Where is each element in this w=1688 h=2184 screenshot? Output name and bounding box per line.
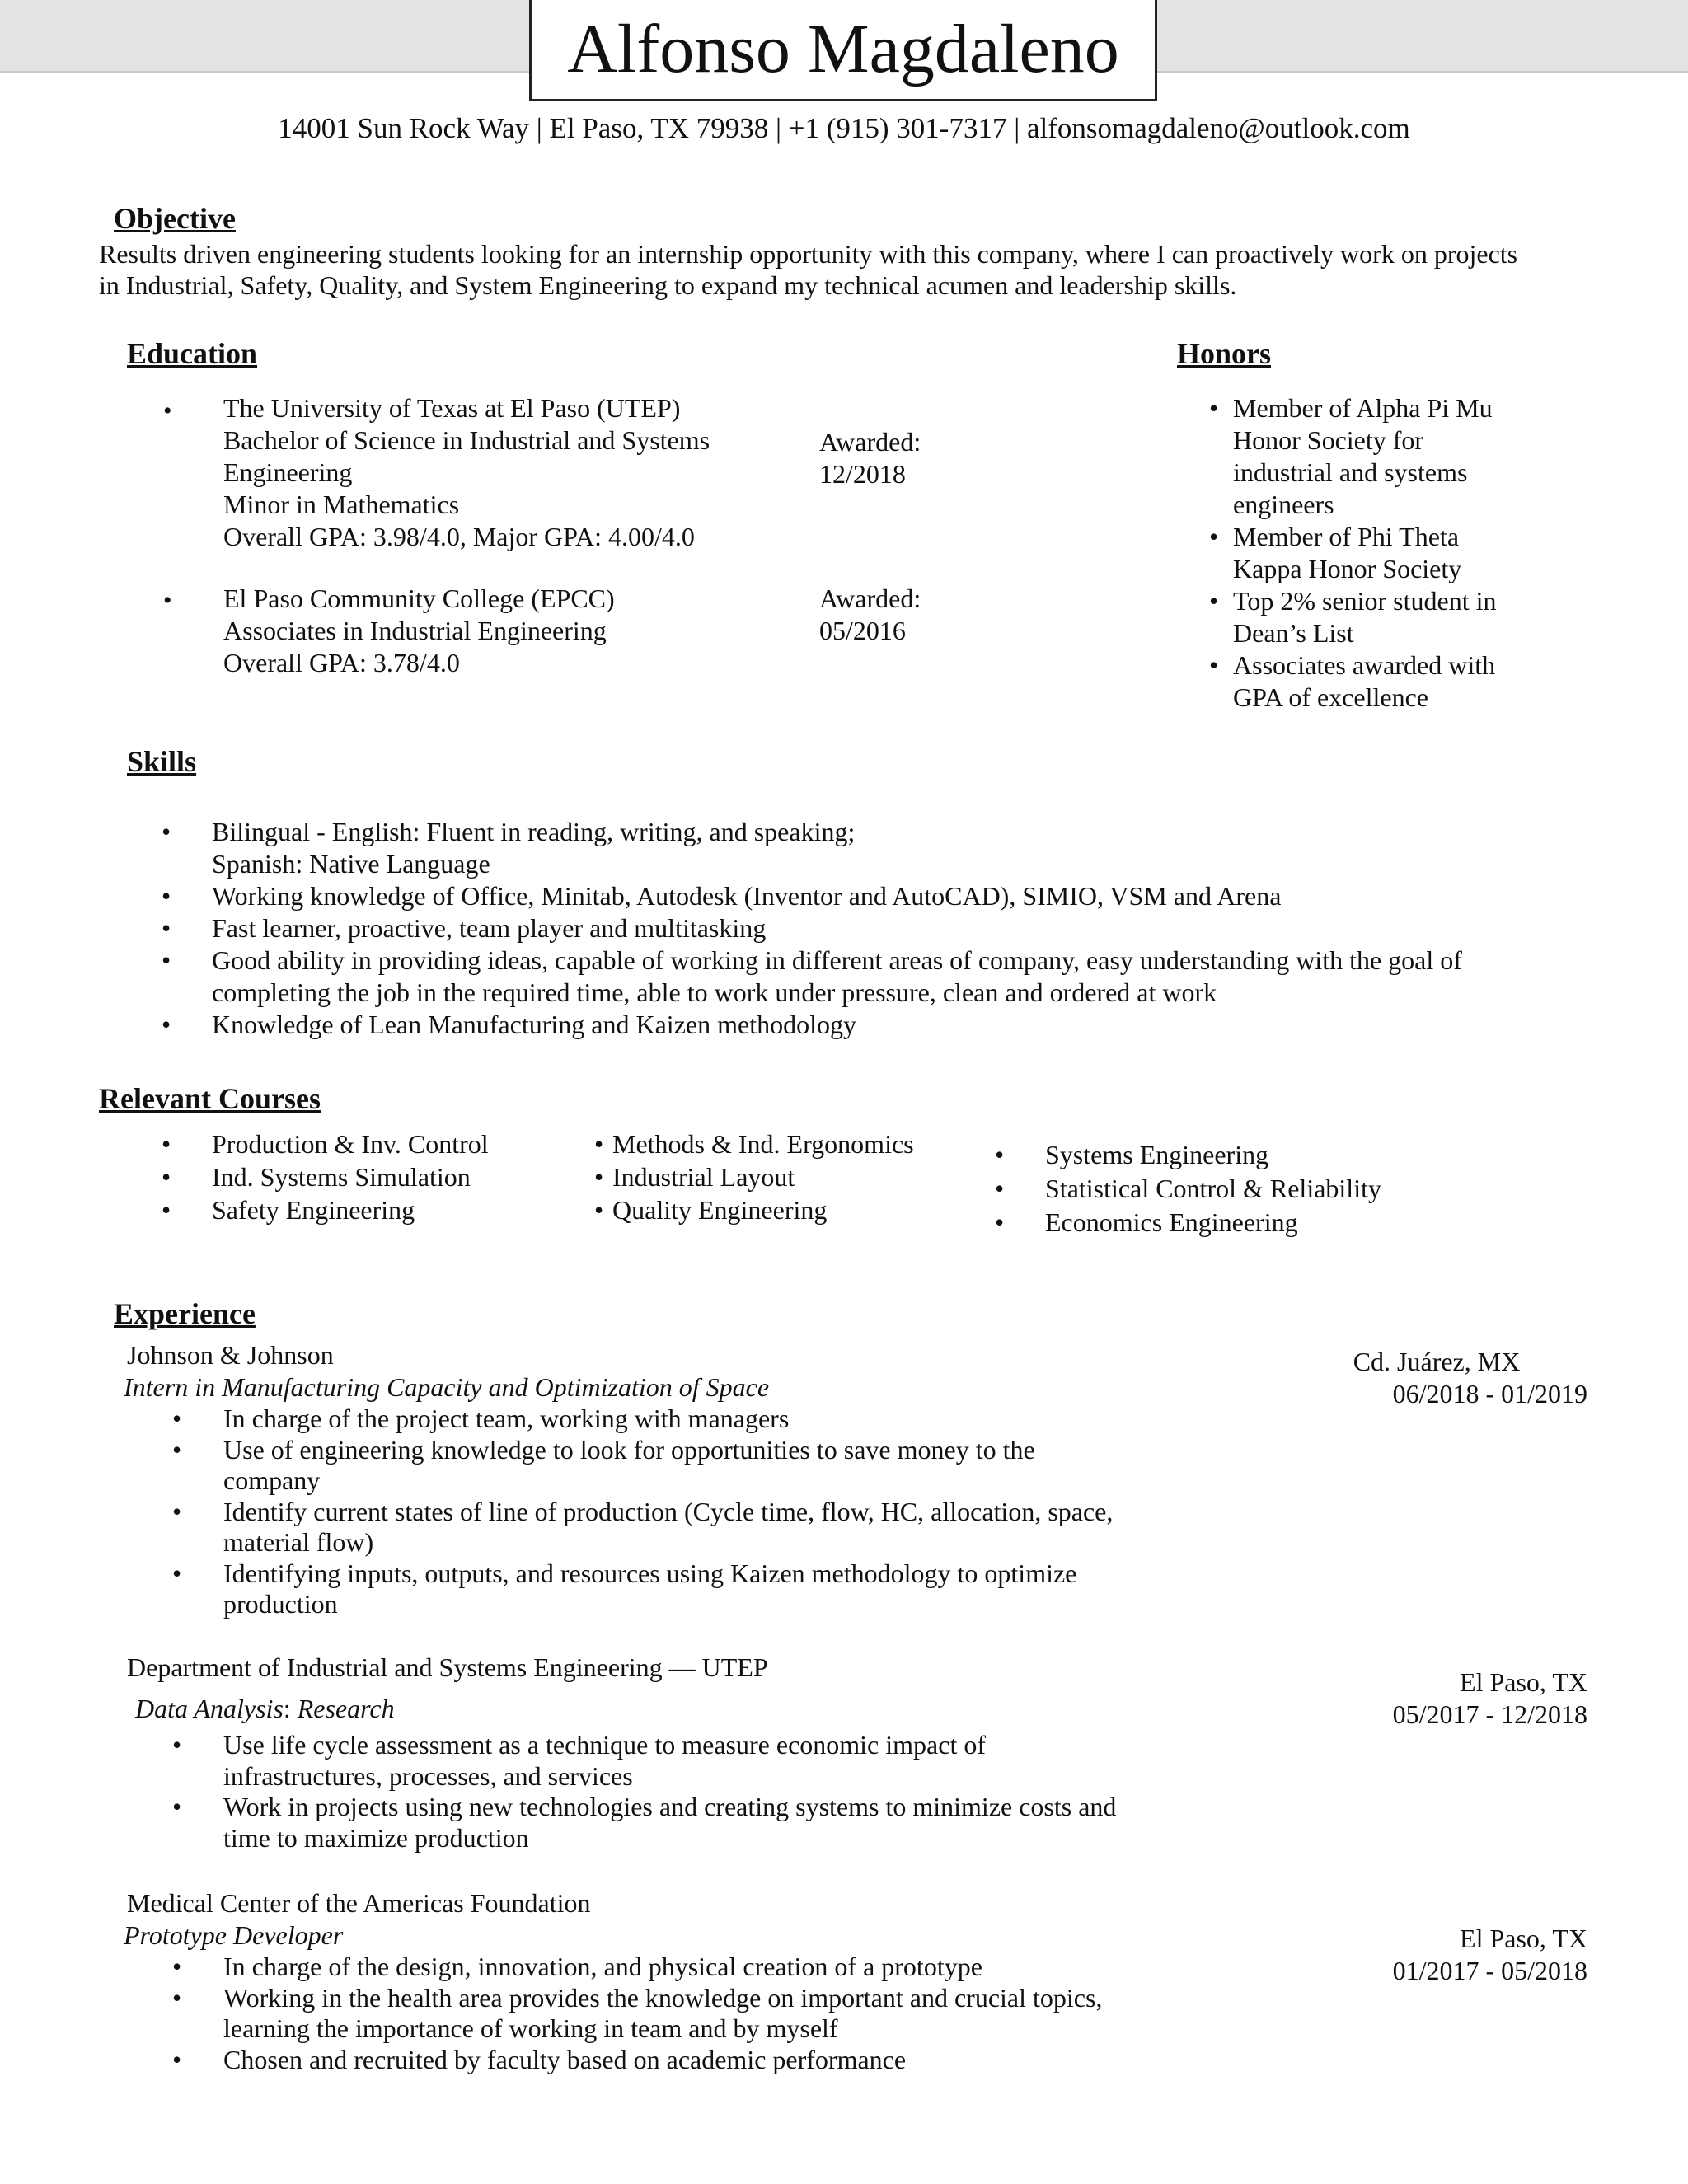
edu-line: Minor in Mathematics [223, 490, 460, 519]
job-location: El Paso, TX [1460, 1667, 1587, 1697]
course-item: Economics Engineering [1045, 1207, 1298, 1237]
skill-line: Good ability in providing ideas, capable of working in different areas of company, easy understanding with the goal of [212, 945, 1462, 975]
job-role [135, 1693, 395, 1725]
honor-line: Dean’s List [1233, 618, 1354, 648]
bullet: • [163, 397, 172, 424]
courses-heading: Relevant Courses [99, 1082, 321, 1115]
course-item: Industrial Layout [612, 1162, 795, 1192]
awarded-date: 05/2016 [819, 616, 906, 645]
duty-line: Work in projects using new technologies and creating systems to minimize costs and [223, 1792, 1117, 1821]
bullet: • [172, 1558, 182, 1588]
honor-line: GPA of excellence [1233, 682, 1428, 712]
job-location-dates [1286, 1666, 1587, 1731]
bullet: • [995, 1174, 1005, 1203]
duty-line: In charge of the project team, working with managers [223, 1404, 790, 1433]
job-role-part: Data Analysis [135, 1694, 284, 1723]
bullet: • [163, 587, 172, 614]
skill-line: completing the job in the required time, able to work under pressure, clean and ordered at work [212, 977, 1217, 1007]
bullet: • [162, 913, 171, 943]
bullet: • [162, 1195, 171, 1225]
duty-line: learning the importance of working in team and by myself [223, 2013, 838, 2043]
bullet: • [162, 817, 171, 846]
skill-line: Spanish: Native Language [212, 849, 490, 879]
course-item: Safety Engineering [212, 1195, 415, 1225]
bullet: • [995, 1207, 1005, 1237]
job-location: El Paso, TX [1460, 1924, 1587, 1953]
skills-heading: Skills [127, 745, 197, 778]
objective-heading: Objective [114, 202, 236, 235]
duty-line: material flow) [223, 1527, 374, 1557]
bullet: • [162, 1010, 171, 1039]
skill-line: Working knowledge of Office, Minitab, Autodesk (Inventor and AutoCAD), SIMIO, VSM and Arena [212, 881, 1282, 911]
job-role: Intern in Manufacturing Capacity and Optimization of Space [124, 1372, 770, 1402]
bullet: • [172, 1792, 182, 1821]
courses-col2-bullets [594, 1127, 603, 1226]
job-role: Prototype Developer [124, 1920, 344, 1950]
awarded-label: Awarded: [819, 583, 921, 613]
honors-heading: Honors [1177, 337, 1272, 370]
bullet: • [172, 1496, 182, 1526]
education-award-epcc [819, 583, 921, 647]
job-location-dates [1286, 1346, 1587, 1410]
courses-col3-bullets [995, 1138, 1004, 1240]
bullet: • [594, 1162, 604, 1192]
edu-line: Overall GPA: 3.98/4.0, Major GPA: 4.00/4.0 [223, 522, 695, 551]
objective-line-2: in Industrial, Safety, Quality, and System Engineering to expand my technical acumen and leadership skills. [99, 270, 1237, 300]
job-org: Medical Center of the Americas Foundation [127, 1888, 591, 1918]
bullet: • [162, 1162, 171, 1192]
edu-line: El Paso Community College (EPCC) [223, 583, 615, 613]
duty-line: infrastructures, processes, and services [223, 1760, 633, 1791]
bullet: • [1209, 586, 1219, 616]
job-role-part: Research [297, 1694, 395, 1723]
bullet: • [162, 1129, 171, 1159]
course-item: Quality Engineering [612, 1195, 828, 1225]
objective-line-1: Results driven engineering students looking for an internship opportunity with this company, where I can proactively work on projects [99, 239, 1518, 269]
job-bullets [172, 1952, 181, 2075]
duty-line: Use of engineering knowledge to look for opportunities to save money to the [223, 1434, 1035, 1465]
bullet: • [172, 1434, 182, 1465]
bullet: • [995, 1140, 1005, 1169]
duty-line: Working in the health area provides the knowledge on important and crucial topics, [223, 1982, 1103, 2013]
job-duties [223, 1730, 1116, 1854]
course-item: Systems Engineering [1045, 1140, 1269, 1169]
courses-col3 [1045, 1138, 1381, 1240]
honor-line: Kappa Honor Society [1233, 554, 1462, 583]
awarded-label: Awarded: [819, 427, 921, 457]
honor-line: engineers [1233, 490, 1334, 519]
honor-line: Honor Society for [1233, 425, 1424, 455]
bullet: • [172, 1982, 182, 2013]
job-org: Department of Industrial and Systems Engineering — UTEP [127, 1652, 768, 1682]
bullet: • [172, 1730, 182, 1760]
duty-line: Use life cycle assessment as a technique to measure economic impact of [223, 1730, 986, 1760]
job-location: Cd. Juárez, MX [1353, 1347, 1521, 1376]
job-dates: 05/2017 - 12/2018 [1392, 1699, 1587, 1729]
bullet: • [594, 1129, 604, 1159]
name-title: Alfonso Magdaleno [529, 0, 1157, 101]
course-item: Statistical Control & Reliability [1045, 1174, 1381, 1203]
honor-line: Member of Phi Theta [1233, 522, 1460, 551]
edu-line: Bachelor of Science in Industrial and Systems [223, 425, 710, 455]
duty-line: In charge of the design, innovation, and physical creation of a prototype [223, 1952, 982, 1981]
bullet: • [1209, 522, 1219, 551]
bullet: • [1209, 650, 1219, 680]
edu-line: The University of Texas at El Paso (UTEP) [223, 393, 681, 423]
duty-line: company [223, 1465, 321, 1495]
skill-line: Knowledge of Lean Manufacturing and Kaizen methodology [212, 1010, 856, 1039]
job-location-dates [1286, 1923, 1587, 1987]
bullet: • [172, 1404, 182, 1433]
job-duties [223, 1952, 1102, 2075]
awarded-date: 12/2018 [819, 459, 906, 489]
job-dates: 06/2018 - 01/2019 [1392, 1379, 1587, 1408]
duty-line: Identify current states of line of production (Cycle time, flow, HC, allocation, space, [223, 1496, 1114, 1526]
job-dates: 01/2017 - 05/2018 [1392, 1956, 1587, 1985]
job-bullets [172, 1730, 181, 1823]
job-role-separator: : [283, 1694, 298, 1723]
bullet: • [594, 1195, 604, 1225]
bullet: • [162, 945, 171, 975]
honor-line: Associates awarded with [1233, 650, 1496, 680]
honor-line: industrial and systems [1233, 457, 1468, 487]
job-org: Johnson & Johnson [127, 1340, 334, 1370]
courses-col1 [212, 1127, 489, 1226]
duty-line: time to maximize production [223, 1822, 529, 1853]
skill-line: Bilingual - English: Fluent in reading, writing, and speaking; [212, 817, 856, 846]
bullet: • [162, 881, 171, 911]
course-item: Methods & Ind. Ergonomics [612, 1129, 914, 1159]
edu-line: Engineering [223, 457, 353, 487]
honor-line: Member of Alpha Pi Mu [1233, 393, 1493, 423]
job-duties [223, 1404, 1113, 1620]
experience-heading: Experience [114, 1297, 256, 1330]
bullet: • [172, 2044, 182, 2074]
contact-line: 14001 Sun Rock Way | El Paso, TX 79938 | +1 (915) 301-7317 | alfonsomagdaleno@outlook.com [278, 112, 1410, 144]
edu-line: Associates in Industrial Engineering [223, 616, 607, 645]
education-heading: Education [127, 337, 258, 370]
bullet: • [1209, 393, 1219, 423]
bullet: • [172, 1952, 182, 1981]
course-item: Production & Inv. Control [212, 1129, 489, 1159]
skills-bullets [162, 816, 171, 1041]
honors-list [1233, 392, 1497, 714]
skills-list [212, 816, 1462, 1041]
education-award-utep [819, 426, 921, 490]
job-bullets [172, 1404, 181, 1589]
education-school-utep [223, 392, 710, 553]
honors-bullets [1209, 392, 1218, 682]
courses-col2 [612, 1127, 914, 1226]
honor-line: Top 2% senior student in [1233, 586, 1497, 616]
duty-line: production [223, 1589, 338, 1619]
duty-line: Chosen and recruited by faculty based on academic performance [223, 2044, 907, 2074]
duty-line: Identifying inputs, outputs, and resources using Kaizen methodology to optimize [223, 1558, 1077, 1588]
skill-line: Fast learner, proactive, team player and multitasking [212, 913, 767, 943]
edu-line: Overall GPA: 3.78/4.0 [223, 648, 460, 677]
education-school-epcc [223, 583, 615, 679]
course-item: Ind. Systems Simulation [212, 1162, 471, 1192]
courses-col1-bullets [162, 1127, 171, 1226]
